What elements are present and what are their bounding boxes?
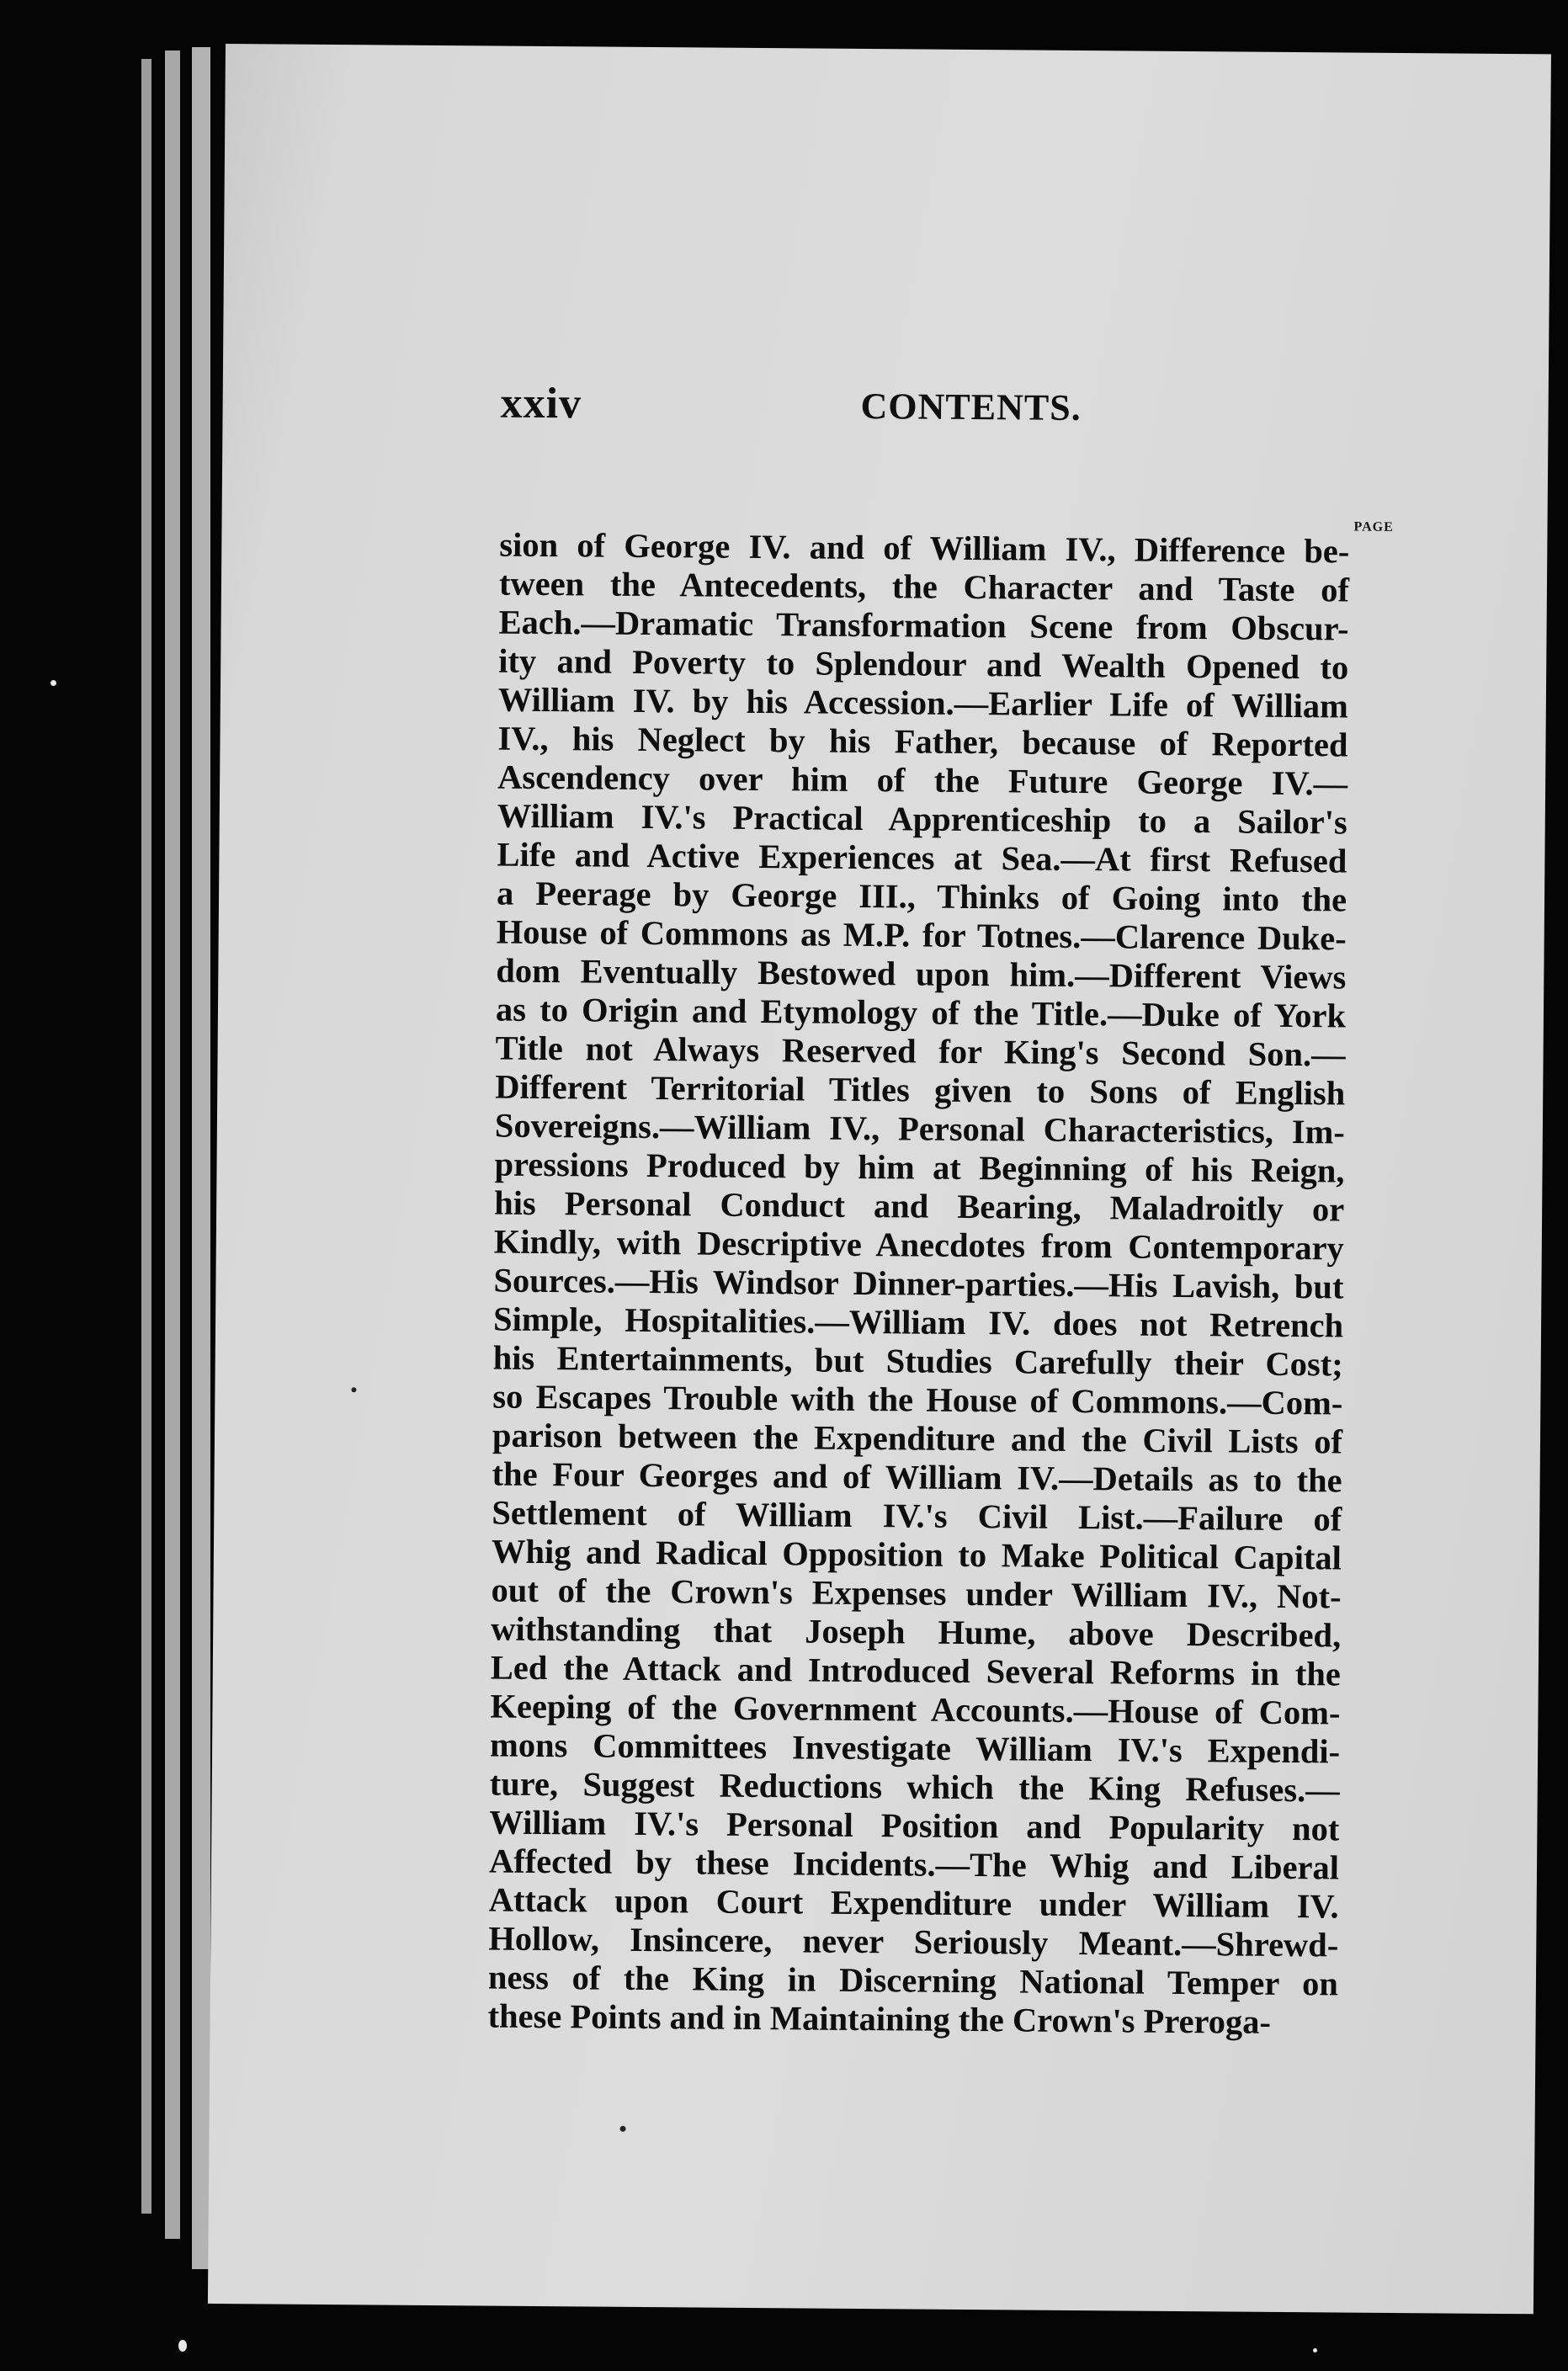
text-line: Sovereigns.—William IV., Personal Characteristics, Im- — [494, 1106, 1346, 1151]
text-line: parison between the Expenditure and the Civil Lists of — [492, 1416, 1343, 1461]
text-line: Life and Active Experiences at Sea.—At first Refused — [497, 835, 1347, 880]
book-edge-inner — [192, 47, 210, 2269]
text-line: the Four Georges and of William IV.—Details as to the — [492, 1454, 1342, 1500]
text-line: Title not Always Reserved for King's Second Son.— — [495, 1029, 1346, 1074]
text-line: Affected by these Incidents.—The Whig and Liberal — [488, 1842, 1340, 1887]
text-line: dom Eventually Bestowed upon him.—Different Views — [496, 951, 1347, 997]
text-line: House of Commons as M.P. for Totnes.—Clarence Duke- — [496, 912, 1347, 958]
text-line: Kindly, with Descriptive Anecdotes from Contemporary — [493, 1222, 1344, 1268]
text-line: his Entertainments, but Studies Carefully their Cost; — [492, 1338, 1343, 1384]
text-line: Led the Attack and Introduced Several Reforms in the — [490, 1648, 1342, 1693]
text-line: ture, Suggest Reductions which the King Refuses.— — [489, 1764, 1340, 1810]
running-title: CONTENTS. — [860, 385, 1082, 428]
text-line: withstanding that Joseph Hume, above Described, — [491, 1609, 1342, 1655]
text-line: ness of the King in Discerning National Temper on — [487, 1958, 1339, 2003]
text-line: his Personal Conduct and Bearing, Maladroitly or — [494, 1183, 1345, 1229]
scan-speck — [178, 2340, 187, 2352]
text-line: Simple, Hospitalities.—William IV. does not Retrench — [492, 1300, 1344, 1345]
text-line: Whig and Radical Opposition to Make Political Capital — [491, 1532, 1342, 1577]
text-line: IV., his Neglect by his Father, because of Reported — [497, 719, 1348, 764]
ink-speck — [620, 2126, 626, 2132]
book-page — [208, 44, 1551, 2314]
text-line: mons Committees Investigate William IV.'s Expendi- — [489, 1725, 1341, 1771]
contents-entry-text — [487, 526, 1349, 2043]
text-line: so Escapes Trouble with the House of Commons.—Com- — [492, 1377, 1343, 1422]
scan-speck — [1313, 2348, 1317, 2352]
text-line: Attack upon Court Expenditure under William IV. — [488, 1880, 1339, 1926]
text-line: William IV.'s Practical Apprenticeship to a Sailor's — [497, 796, 1347, 842]
text-line: Each.—Dramatic Transformation Scene from Obscur- — [498, 603, 1349, 648]
text-line: these Points and in Maintaining the Crown's Preroga- — [487, 1996, 1272, 2041]
page-header — [500, 379, 1258, 452]
text-line: Keeping of the Government Accounts.—House of Com- — [490, 1687, 1341, 1732]
text-line: a Peerage by George III., Thinks of Going into the — [496, 874, 1347, 919]
text-line: Settlement of William IV.'s Civil List.—Failure of — [492, 1493, 1342, 1539]
text-line: sion of George IV. and of William IV., Difference be- — [499, 525, 1350, 571]
text-line: Hollow, Insincere, never Seriously Meant.—Shrewd- — [488, 1919, 1339, 1964]
text-line: as to Origin and Etymology of the Title.—Duke of York — [495, 990, 1347, 1035]
page-column-label: PAGE — [1353, 519, 1394, 534]
text-line: Different Territorial Titles given to Sons of English — [495, 1067, 1346, 1113]
text-line: Sources.—His Windsor Dinner-parties.—His Lavish, but — [493, 1261, 1344, 1306]
text-line: pressions Produced by him at Beginning of his Reign, — [494, 1145, 1345, 1190]
page-number: xxiv — [500, 379, 582, 428]
ink-speck — [351, 1387, 356, 1392]
text-line: ity and Poverty to Splendour and Wealth Opened to — [498, 641, 1349, 687]
book-edge-middle — [165, 51, 180, 2239]
text-line: out of the Crown's Expenses under William IV., Not- — [491, 1571, 1342, 1616]
text-line: William IV. by his Accession.—Earlier Life of William — [497, 680, 1349, 726]
book-edge-outer — [141, 59, 151, 2214]
scan-speck — [50, 680, 56, 686]
text-line: William IV.'s Personal Position and Popularity not — [489, 1803, 1340, 1848]
text-line: Ascendency over him of the Future George IV.— — [497, 758, 1348, 803]
text-line: tween the Antecedents, the Character and Taste of — [498, 564, 1350, 609]
